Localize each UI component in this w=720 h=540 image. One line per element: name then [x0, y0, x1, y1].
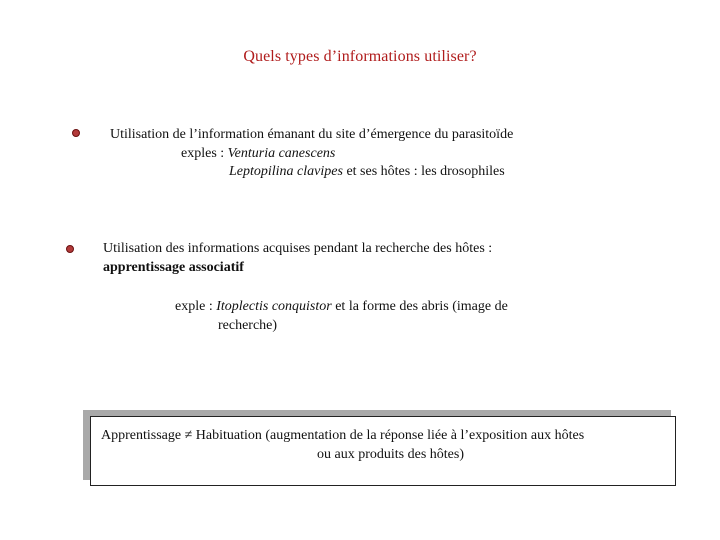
bullet-icon — [66, 245, 74, 253]
species-leptopilina: Leptopilina clavipes — [229, 164, 343, 179]
point2-example-rest: et la forme des abris (image de — [331, 299, 508, 314]
point1-line1: Utilisation de l’information émanant du site d’émergence du parasitoïde — [110, 127, 514, 142]
point1-line3 — [229, 163, 505, 181]
point1-example-label: exples : — [181, 146, 228, 161]
note-line2: ou aux produits des hôtes) — [317, 447, 464, 462]
species-venturia: Venturia canescens — [227, 146, 336, 161]
note-line1: Apprentissage ≠ Habituation (augmentation de la réponse liée à l’exposition aux hôtes — [101, 428, 585, 443]
point2-keyword: apprentissage associatif — [103, 260, 244, 275]
point2-example-label: exple : — [175, 299, 217, 314]
species-itoplectis: Itoplectis conquistor — [216, 299, 332, 314]
point1-line2 — [181, 145, 335, 163]
point2-line1: Utilisation des informations acquises pendant la recherche des hôtes : — [103, 241, 493, 256]
point1-line3-rest: et ses hôtes : les drosophiles — [342, 164, 505, 179]
point2-example-line1 — [175, 298, 508, 316]
point2-example-line2: recherche) — [218, 318, 278, 333]
page-title: Quels types d’informations utiliser? — [243, 48, 477, 65]
bullet-icon — [72, 129, 80, 137]
